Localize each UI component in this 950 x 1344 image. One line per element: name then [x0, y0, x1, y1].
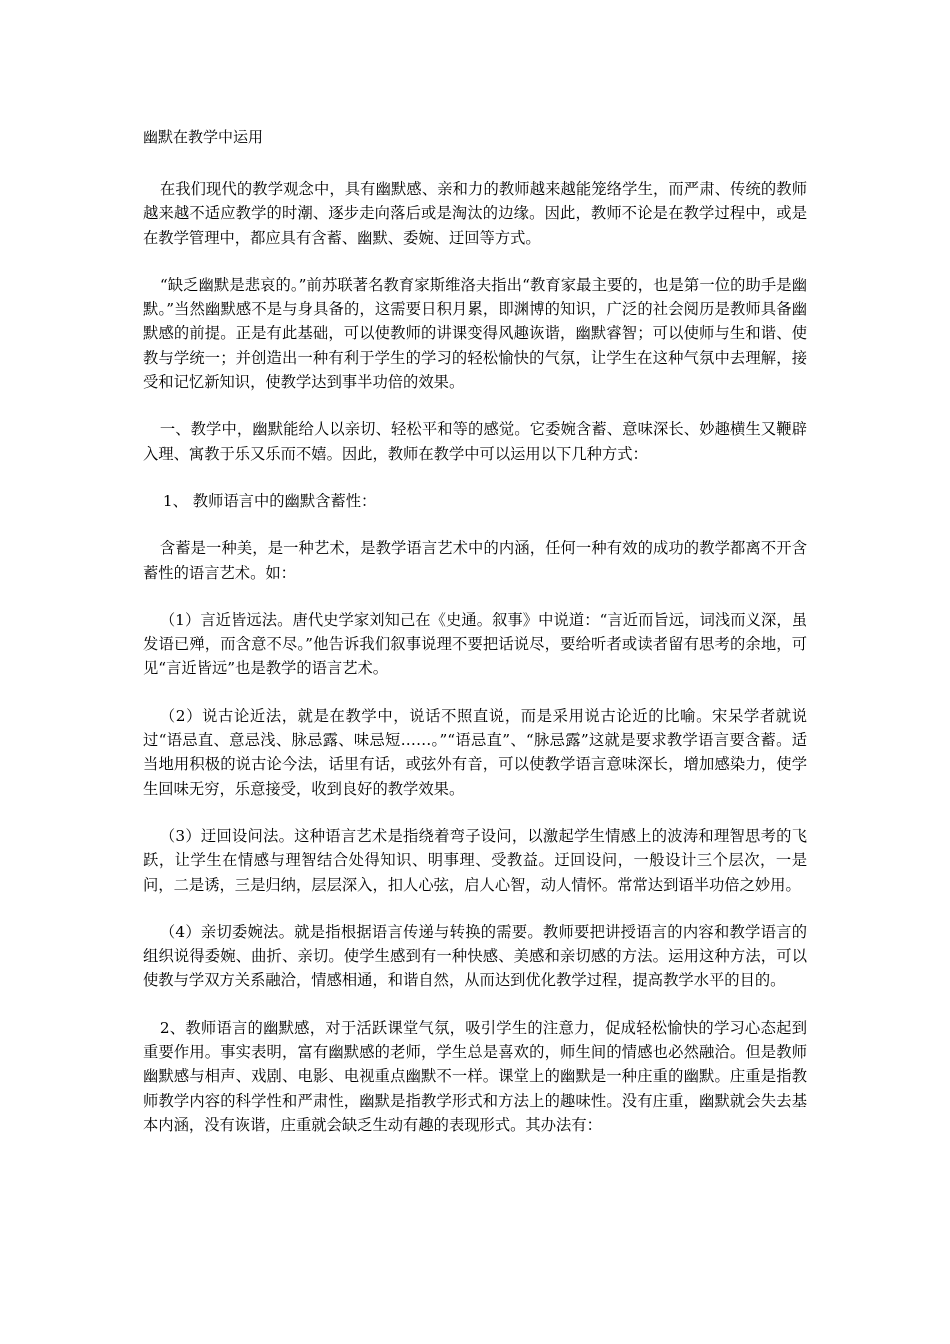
document-body — [143, 177, 807, 1160]
paragraph-method-1: （1）言近皆远法。唐代史学家刘知己在《史通。叙事》中说道：“言近而旨远，词浅而义深，虽发语已殚，而含意不尽。”他告诉我们叙事说理不要把话说尽，要给听者或读者留有思考的余地，可见“言近皆远”也是教学的语言艺术。 — [143, 610, 807, 678]
paragraph-heading-1: 1、 教师语言中的幽默含蓄性： — [162, 491, 377, 510]
paragraph-humor-sense: 2、教师语言的幽默感，对于活跃课堂气氛，吸引学生的注意力，促成轻松愉快的学习心态起到重要作用。事实表明，富有幽默感的老师，学生总是喜欢的，师生间的情感也必然融洽。但是教师幽默感与相声、戏剧、电影、电视重点幽默不一样。课堂上的幽默是一种庄重的幽默。庄重是指教师教学内容的科学性和严肃性，幽默是指教学形式和方法上的趣味性。没有庄重，幽默就会失去基本内涵，没有诙谐，庄重就会缺乏生动有趣的表现形式。其办法有： — [143, 1018, 807, 1134]
paragraph-section-one: 一、教学中，幽默能给人以亲切、轻松平和等的感觉。它委婉含蓄、意味深长、妙趣横生又鞭辟入理、寓教于乐又乐而不嬉。因此，教师在教学中可以运用以下几种方式： — [143, 420, 807, 463]
paragraph-intro: 在我们现代的教学观念中，具有幽默感、亲和力的教师越来越能笼络学生，而严肃、传统的教师越来越不适应教学的时潮、逐步走向落后或是淘汰的边缘。因此，教师不论是在教学过程中，或是在教学管理中，都应具有含蓄、幽默、委婉、迂回等方式。 — [143, 180, 807, 247]
paragraph-method-4: （4）亲切委婉法。就是指根据语言传递与转换的需要。教师要把讲授语言的内容和教学语言的组织说得委婉、曲折、亲切。使学生感到有一种快感、美感和亲切感的方法。运用这种方法，可以使教与学双方关系融洽，情感相通，和谐自然，从而达到优化教学过程，提高教学水平的目的。 — [143, 922, 807, 990]
paragraph-quote: “缺乏幽默是悲哀的。”前苏联著名教育家斯维洛夫指出“教育家最主要的，也是第一位的助手是幽默。”当然幽默感不是与身具备的，这需要日积月累，即渊博的知识，广泛的社会阅历是教师具备幽默感的前提。正是有此基础，可以使教师的讲课变得风趣诙谐，幽默睿智；可以使师与生和谐、使教与学统一；并创造出一种有利于学生的学习的轻松愉快的气氛，让学生在这种气氛中去理解，接受和记忆新知识，使教学达到事半功倍的效果。 — [143, 275, 807, 392]
paragraph-method-2: （2）说古论近法，就是在教学中，说话不照直说，而是采用说古论近的比喻。宋呆学者就说过“语忌直、意忌浅、脉忌露、味忌短……。”“语忌直”、“脉忌露”这就是要求教学语言要含蓄。适当地用积极的说古论今法，话里有话，或弦外有音，可以使教学语言意味深长，增加感染力，使学生回味无穷，乐意接受，收到良好的教学效果。 — [143, 706, 807, 798]
paragraph-implicitness: 含蓄是一种美，是一种艺术，是教学语言艺术中的内涵，任何一种有效的成功的教学都离不开含蓄性的语言艺术。如： — [143, 539, 807, 582]
paragraph-method-3: （3）迂回设问法。这种语言艺术是指绕着弯子设问，以激起学生情感上的波涛和理智思考的飞跃，让学生在情感与理智结合处得知识、明事理、受教益。迂回设问，一般设计三个层次，一是问，二是诱，三是归纳，层层深入，扣人心弦，启人心智，动人情怀。常常达到语半功倍之妙用。 — [143, 826, 807, 894]
document-title: 幽默在教学中运用 — [143, 128, 264, 146]
